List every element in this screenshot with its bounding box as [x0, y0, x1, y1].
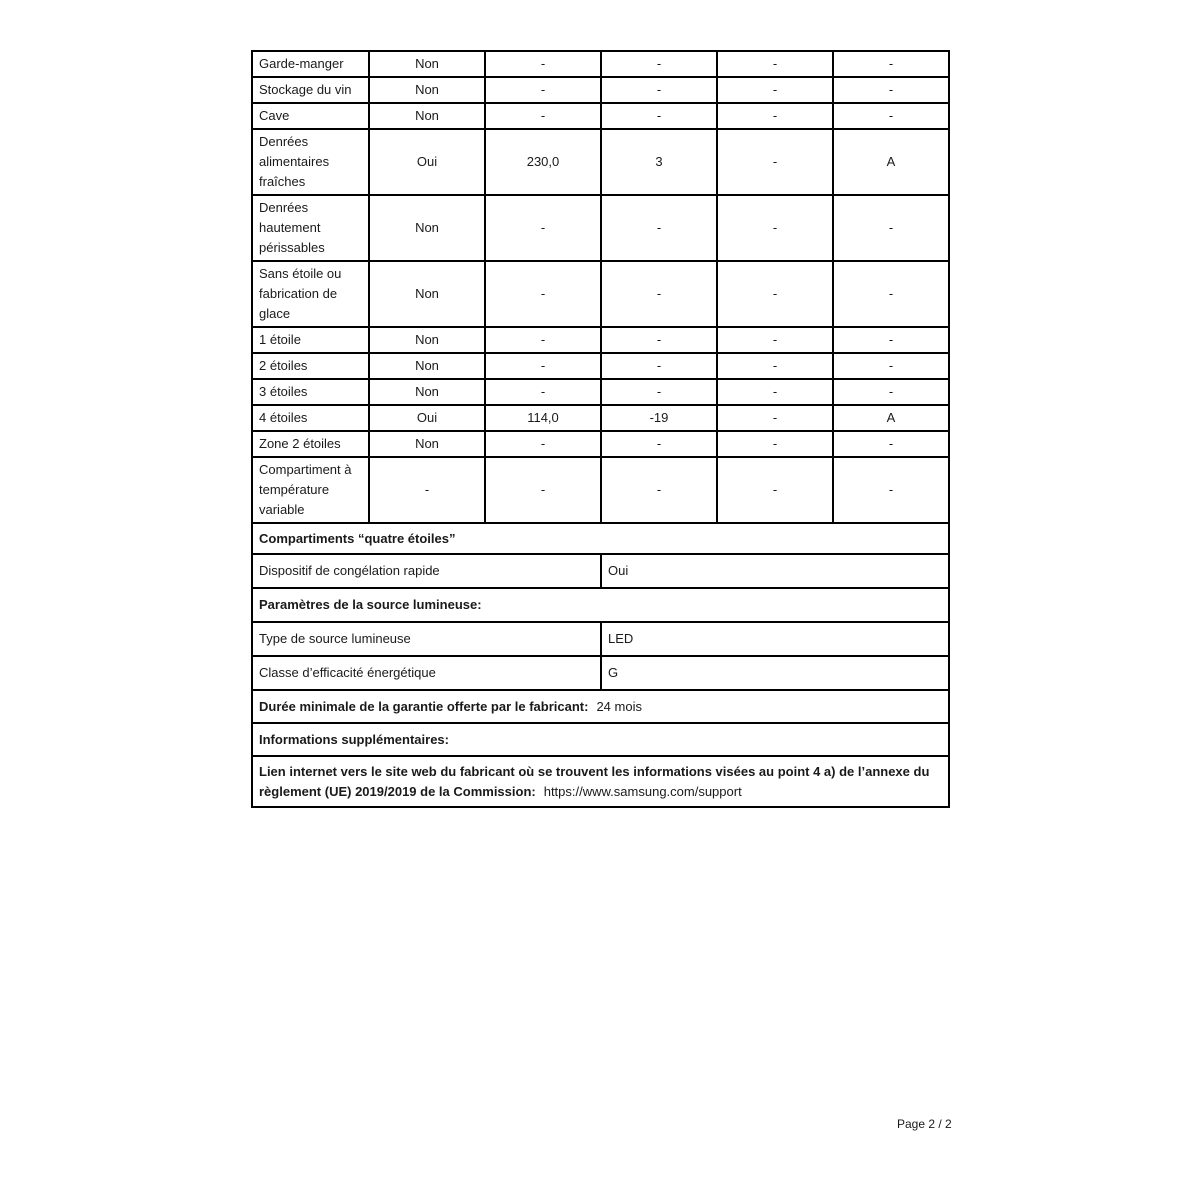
compartment-value-cell: Non [369, 103, 485, 129]
table-row [252, 405, 949, 431]
compartment-value-cell: - [717, 353, 833, 379]
compartment-value-cell: - [485, 195, 601, 261]
compartment-value-cell: - [485, 353, 601, 379]
table-row [252, 379, 949, 405]
product-fiche-table [251, 50, 950, 808]
compartment-value-cell: - [717, 327, 833, 353]
compartment-value-cell: Oui [369, 405, 485, 431]
compartment-value-cell: - [717, 103, 833, 129]
compartment-label-cell: 2 étoiles [252, 353, 369, 379]
compartment-value-cell: 230,0 [485, 129, 601, 195]
compartment-label-cell: 3 étoiles [252, 379, 369, 405]
warranty-value: 24 mois [596, 698, 642, 714]
key-value-row [252, 554, 949, 588]
light-source-type-label: Type de source lumineuse [252, 622, 601, 656]
compartment-value-cell: - [601, 77, 717, 103]
table-row [252, 457, 949, 523]
section-header-row [252, 723, 949, 756]
table-row [252, 51, 949, 77]
fast-freeze-value: Oui [601, 554, 949, 588]
fast-freeze-label: Dispositif de congélation rapide [252, 554, 601, 588]
compartment-value-cell: Oui [369, 129, 485, 195]
compartment-value-cell: - [833, 327, 949, 353]
table-row [252, 431, 949, 457]
compartment-value-cell: - [485, 261, 601, 327]
table-row [252, 327, 949, 353]
key-value-row [252, 622, 949, 656]
manufacturer-link-label: Lien internet vers le site web du fabricant où se trouvent les informations visées au point 4 a) de l’annexe du règlement (UE) 2019/2019 de la Commission: [259, 763, 930, 799]
warranty-label: Durée minimale de la garantie offerte par le fabricant: [259, 698, 589, 714]
compartment-value-cell: Non [369, 431, 485, 457]
compartment-value-cell: - [717, 195, 833, 261]
compartment-value-cell: - [485, 51, 601, 77]
compartment-value-cell: - [717, 405, 833, 431]
compartment-value-cell: - [485, 77, 601, 103]
table-row [252, 261, 949, 327]
warranty-row [252, 690, 949, 723]
compartment-value-cell: - [601, 195, 717, 261]
light-source-section-header: Paramètres de la source lumineuse: [252, 588, 949, 622]
compartment-value-cell: - [833, 103, 949, 129]
compartment-value-cell: - [485, 431, 601, 457]
compartment-value-cell: - [833, 261, 949, 327]
compartment-value-cell: - [485, 379, 601, 405]
compartment-value-cell: Non [369, 261, 485, 327]
energy-class-label: Classe d’efficacité énergétique [252, 656, 601, 690]
compartment-value-cell: - [833, 431, 949, 457]
compartment-value-cell: - [717, 457, 833, 523]
compartment-label-cell: Zone 2 étoiles [252, 431, 369, 457]
manufacturer-link-cell [252, 756, 949, 807]
compartment-value-cell: - [833, 77, 949, 103]
compartment-label-cell: 4 étoiles [252, 405, 369, 431]
compartment-value-cell: - [485, 103, 601, 129]
compartment-value-cell: - [601, 103, 717, 129]
compartment-value-cell: - [601, 431, 717, 457]
compartment-value-cell: Non [369, 353, 485, 379]
section-header-row [252, 523, 949, 554]
four-star-section-header: Compartiments “quatre étoiles” [252, 523, 949, 554]
compartment-value-cell: - [601, 353, 717, 379]
compartment-value-cell: 114,0 [485, 405, 601, 431]
compartment-label-cell: Denrées hautement périssables [252, 195, 369, 261]
compartment-value-cell: - [833, 195, 949, 261]
table-row [252, 103, 949, 129]
compartment-value-cell: - [601, 51, 717, 77]
compartment-value-cell: - [717, 379, 833, 405]
page-number: Page 2 / 2 [897, 1117, 952, 1131]
table-row [252, 77, 949, 103]
table-row [252, 195, 949, 261]
compartment-label-cell: Cave [252, 103, 369, 129]
compartment-value-cell: - [833, 353, 949, 379]
compartment-value-cell: - [833, 379, 949, 405]
table-row [252, 353, 949, 379]
compartment-value-cell: A [833, 129, 949, 195]
compartment-value-cell: -19 [601, 405, 717, 431]
compartment-value-cell: - [485, 327, 601, 353]
compartment-value-cell: Non [369, 77, 485, 103]
additional-info-header: Informations supplémentaires: [252, 723, 949, 756]
compartment-label-cell: Denrées alimentaires fraîches [252, 129, 369, 195]
compartment-value-cell: Non [369, 327, 485, 353]
compartment-value-cell: Non [369, 195, 485, 261]
compartment-value-cell: - [717, 51, 833, 77]
compartment-label-cell: Garde-manger [252, 51, 369, 77]
light-source-type-value: LED [601, 622, 949, 656]
compartment-value-cell: - [601, 261, 717, 327]
compartment-value-cell: - [601, 457, 717, 523]
compartment-value-cell: Non [369, 379, 485, 405]
compartment-value-cell: - [601, 379, 717, 405]
compartment-value-cell: - [717, 129, 833, 195]
compartment-value-cell: Non [369, 51, 485, 77]
compartment-value-cell: - [833, 51, 949, 77]
compartment-value-cell: - [601, 327, 717, 353]
compartment-value-cell: 3 [601, 129, 717, 195]
compartment-value-cell: - [485, 457, 601, 523]
compartment-value-cell: - [717, 77, 833, 103]
manufacturer-support-link[interactable]: https://www.samsung.com/support [543, 783, 742, 799]
key-value-row [252, 656, 949, 690]
compartment-value-cell: A [833, 405, 949, 431]
compartment-label-cell: Compartiment à température variable [252, 457, 369, 523]
compartment-label-cell: Sans étoile ou fabrication de glace [252, 261, 369, 327]
compartment-value-cell: - [717, 261, 833, 327]
compartment-value-cell: - [833, 457, 949, 523]
compartment-value-cell: - [369, 457, 485, 523]
section-header-row [252, 588, 949, 622]
table-row [252, 129, 949, 195]
warranty-cell [252, 690, 949, 723]
compartment-value-cell: - [717, 431, 833, 457]
compartment-label-cell: Stockage du vin [252, 77, 369, 103]
energy-class-value: G [601, 656, 949, 690]
manufacturer-link-row [252, 756, 949, 807]
compartment-label-cell: 1 étoile [252, 327, 369, 353]
